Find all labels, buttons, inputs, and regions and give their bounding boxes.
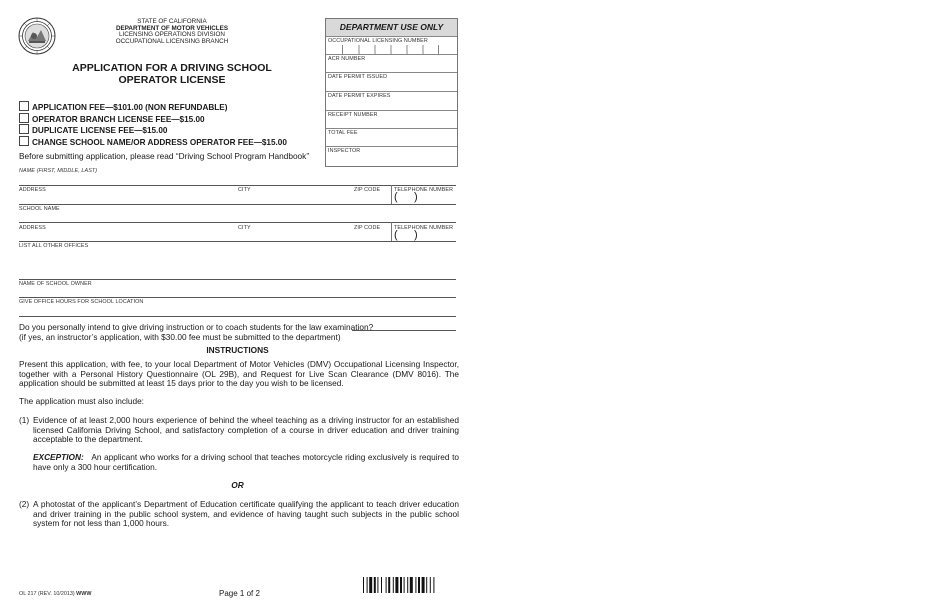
occupational-licensing-number-boxes[interactable]: [342, 45, 439, 54]
barcode-bar: [386, 577, 387, 593]
date-permit-expires-label: DATE PERMIT EXPIRES: [328, 93, 391, 99]
barcode-bar: [433, 577, 434, 593]
school-city-label: CITY: [238, 225, 251, 231]
area-code-open: (: [394, 191, 398, 203]
school-name-label: SCHOOL NAME: [19, 206, 60, 212]
inspector-label: INSPECTOR: [328, 148, 361, 154]
barcode-bar: [393, 577, 394, 593]
question-line-2: (if yes, an instructor’s application, with $30.00 fee must be submitted to the department): [19, 331, 341, 342]
barcode-bar: [363, 577, 364, 593]
exception-note: [33, 453, 459, 472]
checkbox[interactable]: [19, 101, 29, 111]
requirement-2-text: A photostat of the applicant’s Department of Education certificate qualifying the applicant to teach driver education and driver training in the public school system, and evidence of having taught such subjects in the public school system for not less than 1,000 hours.: [33, 499, 459, 529]
barcode-bar: [400, 577, 402, 593]
checkbox[interactable]: [19, 136, 29, 146]
office-hours-field-line[interactable]: [19, 316, 456, 317]
occupational-licensing-number-label: OCCUPATIONAL LICENSING NUMBER: [328, 38, 428, 44]
requirement-1-text: Evidence of at least 2,000 hours experience of behind the wheel teaching as a driving instructor for an established licensed California Driving School, and satisfactory completion of a course in driver education and driver training acceptable to the department.: [33, 415, 459, 445]
or-separator: OR: [231, 480, 244, 490]
department-name: DEPARTMENT OF MOTOR VEHICLES: [115, 24, 229, 32]
fee-option-application[interactable]: APPLICATION FEE—$101.00 (NON REFUNDABLE): [19, 101, 319, 113]
agency-header: [106, 19, 238, 45]
fee-option-branch[interactable]: OPERATOR BRANCH LICENSE FEE—$15.00: [19, 113, 319, 125]
date-permit-issued-label: DATE PERMIT ISSUED: [328, 74, 388, 80]
question-answer-line[interactable]: [352, 330, 456, 331]
barcode-bar: [381, 577, 382, 593]
handbook-notice: Before submitting application, please read “Driving School Program Handbook”: [19, 151, 310, 161]
other-offices-label: LIST ALL OTHER OFFICES: [19, 243, 89, 249]
barcode-bar: [367, 577, 368, 593]
barcode-bar: [418, 577, 420, 593]
barcode-bar: [388, 577, 390, 593]
receipt-number-label: RECEIPT NUMBER: [328, 112, 378, 118]
instructions-paragraph-2: The application must also include:: [19, 396, 144, 406]
barcode-bar: [395, 577, 398, 593]
barcode-bar: [430, 577, 431, 593]
zip-code-label: ZIP CODE: [354, 187, 381, 193]
instructions-heading: INSTRUCTIONS: [206, 345, 269, 355]
branch-name: OCCUPATIONAL LICENSING BRANCH: [115, 37, 229, 45]
fee-option-duplicate[interactable]: DUPLICATE LICENSE FEE—$15.00: [19, 124, 319, 136]
address-label: ADDRESS: [19, 187, 46, 193]
barcode-bar: [377, 577, 378, 593]
total-fee-label: TOTAL FEE: [328, 130, 358, 136]
telephone-label: TELEPHONE NUMBER: [394, 187, 454, 193]
instruction-question: [19, 323, 459, 342]
exception-label: EXCEPTION:: [33, 452, 84, 462]
fee-option-change-name[interactable]: CHANGE SCHOOL NAME/OR ADDRESS OPERATOR FEE—$15.00: [19, 136, 319, 148]
school-address-field-line[interactable]: [19, 241, 456, 242]
city-label: CITY: [238, 187, 251, 193]
barcode-bar: [404, 577, 405, 593]
form-title: APPLICATION FOR A DRIVING SCHOOL OPERATOR LICENSE: [72, 62, 272, 86]
barcode-bar: [369, 577, 372, 593]
other-offices-field-line[interactable]: [19, 279, 456, 280]
school-owner-field-line[interactable]: [19, 297, 456, 298]
school-area-code-open: (: [394, 229, 398, 241]
checkbox[interactable]: [19, 113, 29, 123]
barcode-bar: [407, 577, 408, 593]
checkbox[interactable]: [19, 124, 29, 134]
barcode-bar: [415, 577, 416, 593]
state-name: STATE OF CALIFORNIA: [137, 18, 207, 25]
department-use-box: [325, 18, 458, 167]
fee-options: [19, 101, 319, 147]
department-use-heading: DEPARTMENT USE ONLY: [326, 19, 457, 36]
barcode: [363, 577, 453, 593]
school-telephone-box[interactable]: [391, 222, 457, 241]
form-revision: OL 217 (REV. 10/2013) WWW: [19, 591, 92, 597]
exception-text: An applicant who works for a driving school that teaches motorcycle riding exclusively is required to have only a 300 hour certification.: [33, 452, 459, 472]
requirement-1-number: (1): [19, 415, 30, 425]
barcode-bar: [374, 577, 376, 593]
barcode-bar: [422, 577, 425, 593]
name-label: NAME (FIRST, MIDDLE, LAST): [19, 168, 98, 174]
school-address-label: ADDRESS: [19, 225, 46, 231]
school-area-code-close: ): [414, 229, 418, 241]
address-field-line[interactable]: [19, 204, 456, 205]
dmv-seal-logo: [18, 17, 56, 55]
instructions-paragraph-1: Present this application, with fee, to your local Department of Motor Vehicles (DMV) Occupational Licensing Inspector, together with a Personal History Questionnaire (OL 29B), and Request for Live Scan Clearance (DMV 8016). The application should be submitted at least 15 days prior to the day you wish to be licensed.: [19, 359, 459, 389]
requirement-2-number: (2): [19, 499, 30, 509]
barcode-bar: [410, 577, 413, 593]
page-number: Page 1 of 2: [219, 589, 260, 598]
telephone-box[interactable]: [391, 185, 457, 204]
barcode-bar: [426, 577, 427, 593]
question-line-1: Do you personally intend to give driving instruction or to coach students for the law examination?: [19, 322, 374, 332]
school-owner-label: NAME OF SCHOOL OWNER: [19, 281, 92, 287]
acr-number-label: ACR NUMBER: [328, 56, 366, 62]
school-telephone-label: TELEPHONE NUMBER: [394, 225, 454, 231]
www-mark: WWW: [76, 591, 92, 597]
division-name: LICENSING OPERATIONS DIVISION: [119, 31, 225, 39]
school-zip-code-label: ZIP CODE: [354, 225, 381, 231]
area-code-close: ): [414, 191, 418, 203]
office-hours-label: GIVE OFFICE HOURS FOR SCHOOL LOCATION: [19, 299, 144, 305]
